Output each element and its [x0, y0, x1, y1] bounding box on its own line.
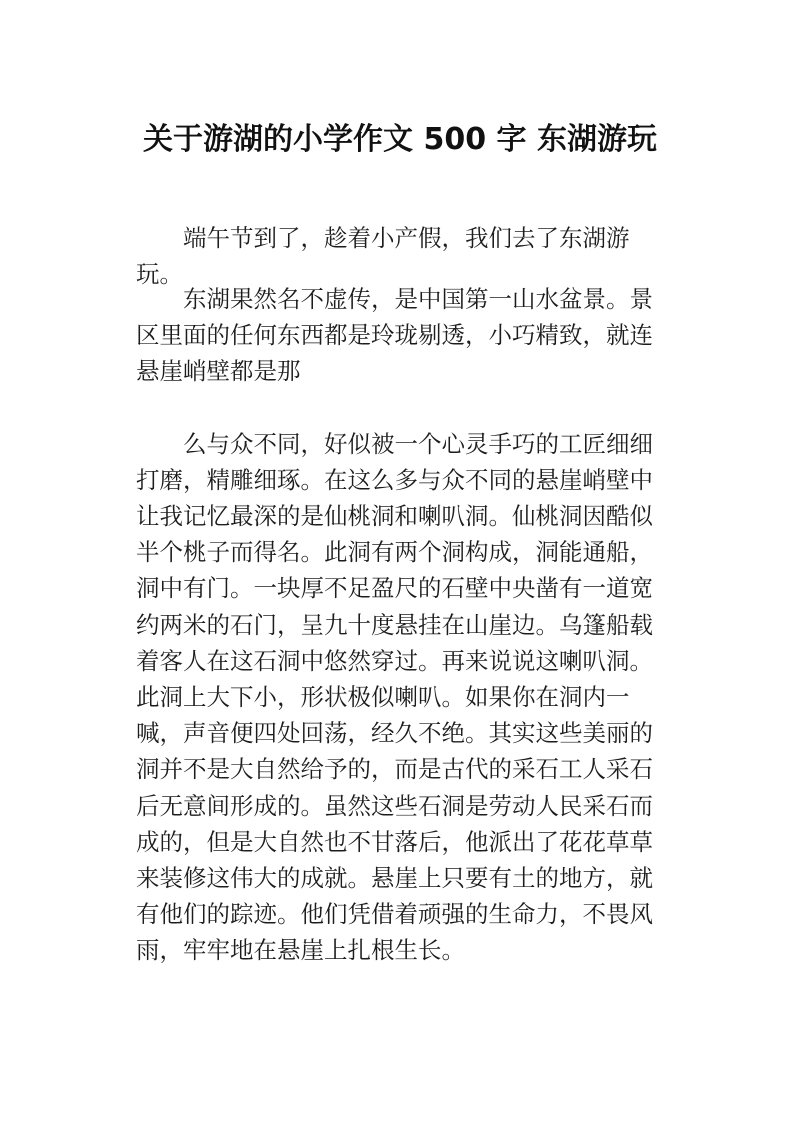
paragraph-2: 东湖果然名不虚传，是中国第一山水盆景。景区里面的任何东西都是玲珑剔透，小巧精致，就连悬崖峭壁都是那: [136, 284, 653, 385]
paragraph-3: 么与众不同，好似被一个心灵手巧的工匠细细打磨，精雕细琢。在这么多与众不同的悬崖峭壁中让我记忆最深的是仙桃洞和喇叭洞。仙桃洞因酷似半个桃子而得名。此洞有两个洞构成，洞能通船，洞中有门。一块厚不足盈尺的石壁中央凿有一道宽约两米的石门，呈九十度悬挂在山崖边。乌篷船载着客人在这石洞中悠然穿过。再来说说这喇叭洞。此洞上大下小，形状极似喇叭。如果你在洞内一喊，声音便四处回荡，经久不绝。其实这些美丽的洞并不是大自然给予的，而是古代的采石工人采石后无意间形成的。虽然这些石洞是劳动人民采石而成的，但是大自然也不甘落后，他派出了花花草草来装修这伟大的成就。悬崖上只要有土的地方，就有他们的踪迹。他们凭借着顽强的生命力，不畏风雨，牢牢地在悬崖上扎根生长。: [136, 429, 653, 965]
document-title: 关于游湖的小学作文 500 字 东湖游玩: [143, 122, 657, 158]
paragraph-1: 端午节到了，趁着小产假，我们去了东湖游玩。: [136, 223, 630, 288]
